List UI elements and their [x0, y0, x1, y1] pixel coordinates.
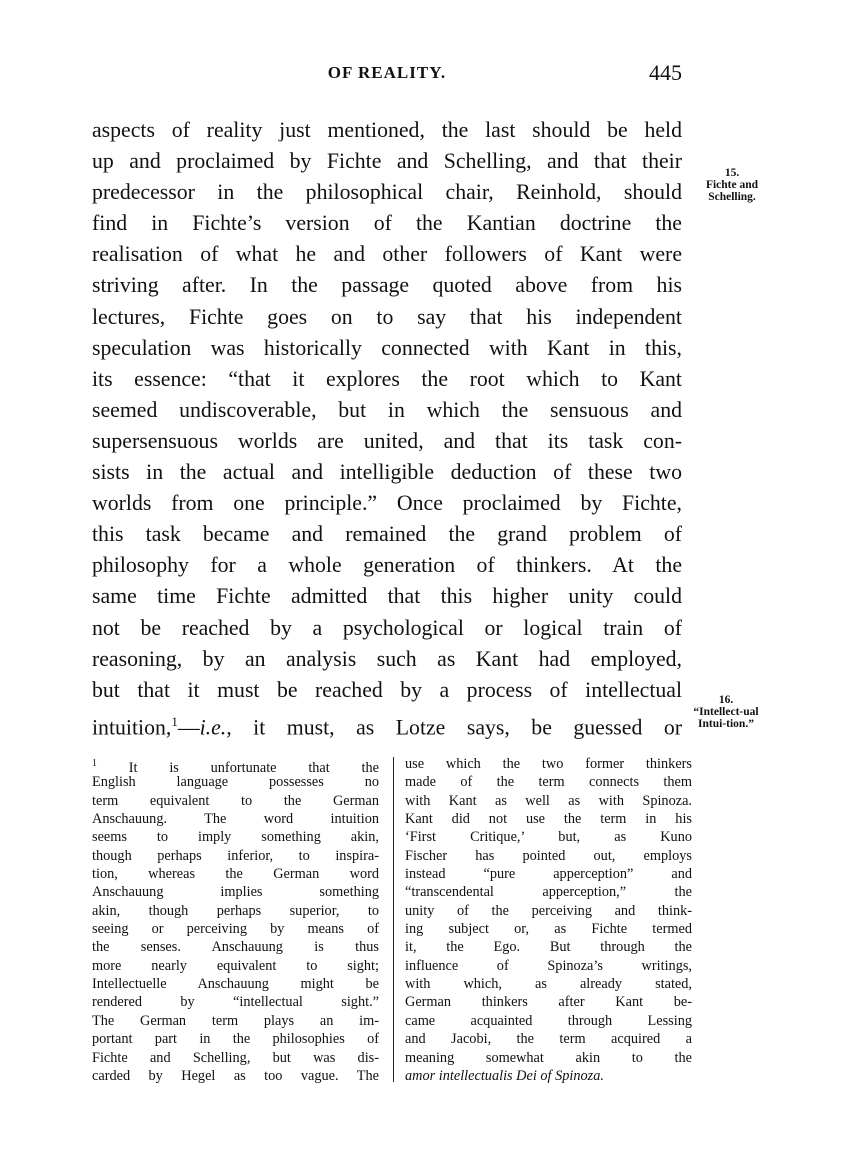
footnote-line: more nearly equivalent to sight;: [92, 957, 379, 974]
body-line: but that it must be reached by a process of intellectual: [92, 677, 682, 702]
body-fragment: it must, as Lotze says, be guessed or: [231, 715, 682, 740]
footnote-line: term equivalent to the German: [92, 792, 379, 809]
footnote-line: and Jacobi, the term acquired a: [405, 1031, 692, 1048]
side-note-number: 16.: [718, 694, 734, 706]
body-line-last: [92, 706, 682, 740]
footnote-line: instead “pure apperception” and: [405, 866, 692, 883]
body-line: philosophy for a whole generation of thinkers. At the: [92, 553, 682, 578]
footnote-line: with which, as already stated,: [405, 976, 692, 993]
body-line: same time Fichte admitted that this higher unity could: [92, 584, 682, 609]
body-line: aspects of reality just mentioned, the last should be held: [92, 118, 682, 142]
footnote-line: [92, 755, 380, 776]
body-line: realisation of what he and other followers of Kant were: [92, 242, 682, 267]
body-line: up and proclaimed by Fichte and Schelling, and that their: [92, 149, 682, 174]
footnote-line: Kant did not use the term in his: [405, 811, 692, 828]
side-note-16: [688, 694, 764, 730]
body-fragment: intuition,: [92, 715, 172, 740]
footnote-line: rendered by “intellectual sight.”: [92, 994, 379, 1011]
body-line: not be reached by a psychological or logical train of: [92, 615, 682, 640]
footnote-column-left: [92, 755, 379, 1085]
footnote-line: Fischer has pointed out, employs: [405, 847, 692, 864]
page-header: [92, 60, 682, 90]
footnote-text: It is unfortunate that the: [128, 759, 380, 776]
body-line: seemed undiscoverable, but in which the sensuous and: [92, 397, 682, 422]
footnote-line: the senses. Anschauung is thus: [92, 939, 379, 956]
page-number: 445: [649, 60, 682, 85]
footnote-line: Fichte and Schelling, but was dis-: [92, 1049, 379, 1066]
footnote-line: it, the Ego. But through the: [405, 939, 692, 956]
footnote-line: came acquainted through Lessing: [405, 1012, 692, 1029]
footnote-line: influence of Spinoza’s writings,: [405, 957, 692, 974]
footnote-line: ‘First Critique,’ but, as Kuno: [405, 829, 692, 846]
body-line: speculation was historically connected with Kant in this,: [92, 335, 682, 360]
body-line: supersensuous worlds are united, and that its task con-: [92, 428, 682, 453]
footnote-line: tion, whereas the German word: [92, 866, 379, 883]
side-note-number: 15.: [724, 167, 740, 179]
body-line: sists in the actual and intelligible deduction of these two: [92, 460, 682, 485]
footnote-line: seeing or perceiving by means of: [92, 921, 379, 938]
footnote-line: Anschauung implies something: [92, 884, 379, 901]
footnote-column-right: [405, 755, 692, 1085]
body-line: worlds from one principle.” Once proclaimed by Fichte,: [92, 491, 682, 516]
footnote-line: Intellectuelle Anschauung might be: [92, 976, 379, 993]
body-line: this task became and remained the grand problem of: [92, 522, 682, 547]
footnote-reference: 1: [171, 713, 178, 729]
footnote-line: German thinkers after Kant be-: [405, 994, 692, 1011]
side-note-15: [694, 167, 770, 203]
footnotes: [92, 755, 692, 1085]
footnote-line: akin, though perhaps superior, to: [92, 902, 379, 919]
body-line: lectures, Fichte goes on to say that his independent: [92, 304, 682, 329]
footnote-line: unity of the perceiving and think-: [405, 902, 692, 919]
footnote-line: “transcendental apperception,” the: [405, 884, 692, 901]
running-head: OF REALITY.: [327, 63, 447, 82]
footnote-line: English language possesses no: [92, 774, 379, 791]
side-note-text: Fichte and Schelling.: [705, 179, 759, 203]
footnote-line: Anschauung. The word intuition: [92, 811, 379, 828]
body-line: its essence: “that it explores the root which to Kant: [92, 366, 682, 391]
body-line: reasoning, by an analysis such as Kant had employed,: [92, 646, 682, 671]
footnote-line: The German term plays an im-: [92, 1012, 379, 1029]
side-note-text: “Intellect-ual Intui-tion.”: [693, 706, 759, 730]
footnote-line: with Kant as well as with Spinoza.: [405, 792, 692, 809]
footnote-marker: 1: [92, 758, 97, 769]
footnote-line: made of the term connects them: [405, 774, 692, 791]
footnote-line: ing subject or, as Fichte termed: [405, 921, 692, 938]
footnote-line: portant part in the philosophies of: [92, 1031, 379, 1048]
body-text: [92, 115, 682, 740]
body-fragment: —: [177, 715, 200, 740]
body-line: striving after. In the passage quoted above from his: [92, 273, 682, 298]
footnote-line: seems to imply something akin,: [92, 829, 379, 846]
body-fragment-italic: i.e.,: [199, 715, 232, 740]
footnote-line: amor intellectualis Dei of Spinoza.: [405, 1067, 604, 1084]
footnote-line: use which the two former thinkers: [405, 756, 692, 772]
footnote-line: though perhaps inferior, to inspira-: [92, 847, 379, 864]
footnote-divider: [393, 757, 394, 1082]
body-line: predecessor in the philosophical chair, Reinhold, should: [92, 180, 682, 205]
footnote-line: carded by Hegel as too vague. The: [92, 1067, 379, 1084]
footnote-line: meaning somewhat akin to the: [405, 1049, 692, 1066]
body-line: find in Fichte’s version of the Kantian doctrine the: [92, 211, 682, 236]
